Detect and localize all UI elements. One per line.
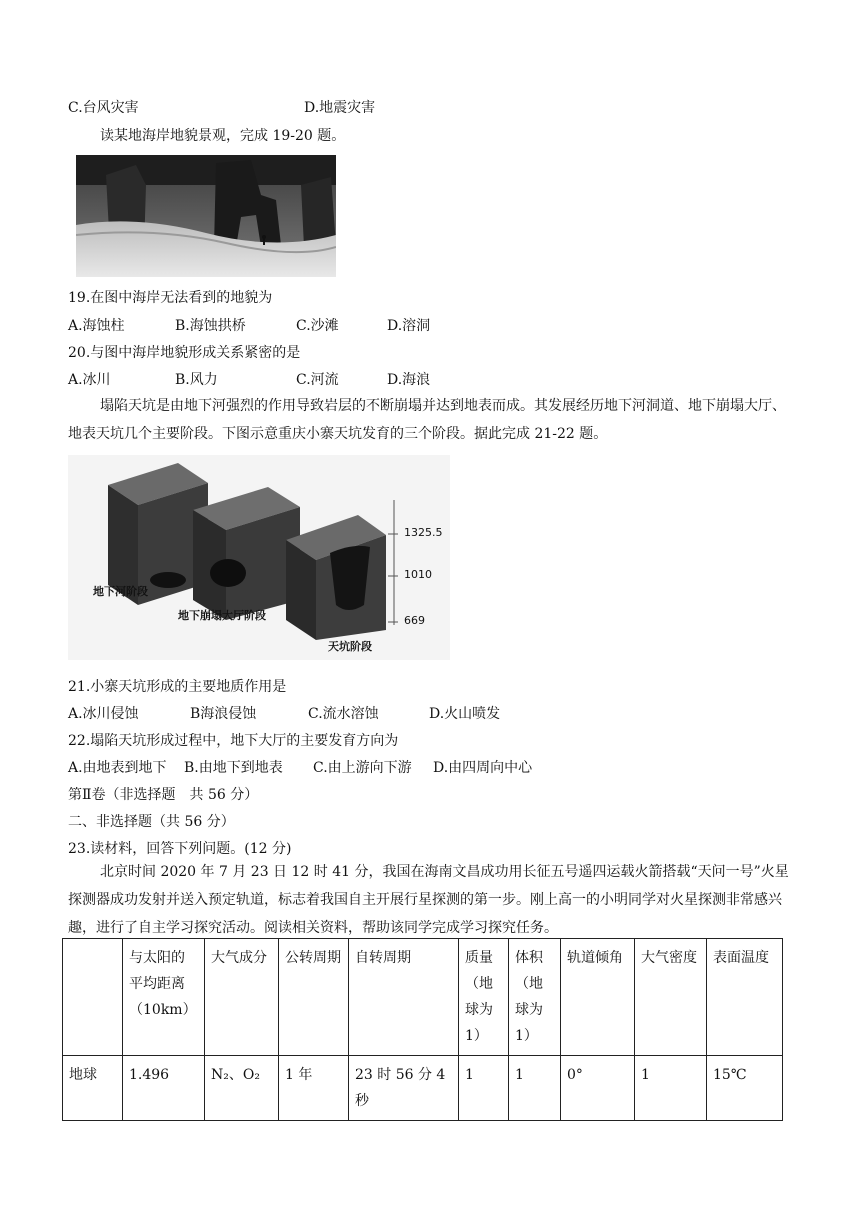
section2-title: 第Ⅱ卷（非选择题 共 56 分） [68,787,259,803]
q22-option-d: D.由四周向中心 [433,760,533,776]
q19-option-a: A.海蚀柱 [68,318,125,334]
header-cell: 轨道倾角 [561,939,635,1056]
table-cell: 1 [635,1056,707,1121]
q22-option-a: A.由地表到地下 [68,760,167,776]
table-row [63,1056,783,1121]
q19-option-b: B.海蚀拱桥 [175,318,246,334]
q20-option-b: B.风力 [175,372,218,388]
q21-stem: 21.小寨天坑形成的主要地质作用是 [68,679,287,695]
q18-options [68,98,376,118]
coastal-landform-photo [76,155,336,277]
table-cell: 1 年 [279,1056,349,1121]
q21-option-c: C.流水溶蚀 [308,706,379,722]
elevation-label-top: 1325.5 [404,526,443,539]
q19-option-d: D.溶洞 [387,318,431,334]
table-cell: 15℃ [707,1056,783,1121]
elevation-label-mid: 1010 [404,568,432,581]
tiankeng-stages-diagram [68,455,450,660]
q21-option-b: B海浪侵蚀 [190,706,257,722]
part2-title: 二、非选择题（共 56 分） [68,814,235,830]
stage2-label: 地下崩塌大厅阶段 [178,609,266,622]
q19-option-c: C.沙滩 [296,318,339,334]
table-cell: 23 时 56 分 4 秒 [349,1056,459,1121]
q23-material: 北京时间 2020 年 7 月 23 日 12 时 41 分，我国在海南文昌成功用长征五号遥四运载火箭搭载“天问一号”火星探测器成功发射并送入预定轨道，标志着我国自主开展行星探测的第一步。刚上高一的小明同学对火星探测非常感兴趣，进行了自主学习探究活动。阅读相关资料，帮助该同学完成学习探究任务。 [68,864,789,936]
q22-stem: 22.塌陷天坑形成过程中，地下大厅的主要发育方向为 [68,733,399,749]
table-cell: N₂、O₂ [205,1056,279,1121]
header-cell: 公转周期 [279,939,349,1056]
header-cell: 体积（地球为1） [509,939,561,1056]
header-cell: 大气密度 [635,939,707,1056]
header-cell: 表面温度 [707,939,783,1056]
stage1-label: 地下河阶段 [93,585,148,598]
table-cell: 0° [561,1056,635,1121]
q18-option-d: D.地震灾害 [304,100,376,116]
q23-stem: 23.读材料，回答下列问题。(12 分) [68,841,292,857]
q20-option-c: C.河流 [296,372,339,388]
q18-option-c: C.台风灾害 [68,100,139,116]
q22-option-b: B.由地下到地表 [184,760,283,776]
table-cell: 1.496 [123,1056,205,1121]
q21-option-d: D.火山喷发 [429,706,501,722]
q21-option-a: A.冰川侵蚀 [68,706,139,722]
q22-option-c: C.由上游向下游 [313,760,412,776]
intro-19-20: 读某地海岸地貌景观，完成 19-20 题。 [100,128,346,144]
header-cell: 自转周期 [349,939,459,1056]
q20-option-a: A.冰川 [68,372,111,388]
header-cell [63,939,123,1056]
table-cell: 1 [459,1056,509,1121]
table-cell: 1 [509,1056,561,1121]
stage3-label: 天坑阶段 [328,640,372,653]
q19-stem: 19.在图中海岸无法看到的地貌为 [68,290,273,306]
q20-stem: 20.与图中海岸地貌形成关系紧密的是 [68,345,301,361]
header-cell: 质量（地球为1） [459,939,509,1056]
header-cell: 与太阳的平均距离（10km） [123,939,205,1056]
intro-21-22: 塌陷天坑是由地下河强烈的作用导致岩层的不断崩塌并达到地表而成。其发展经历地下河洞道、地下崩塌大厅、地表天坑几个主要阶段。下图示意重庆小寨天坑发育的三个阶段。据此完成 21-22 题。 [68,398,786,442]
elevation-label-low: 669 [404,614,425,627]
table-cell: 地球 [63,1056,123,1121]
table-header-row [63,939,783,1056]
planet-comparison-table [62,938,783,1121]
q20-option-d: D.海浪 [387,372,431,388]
header-cell: 大气成分 [205,939,279,1056]
